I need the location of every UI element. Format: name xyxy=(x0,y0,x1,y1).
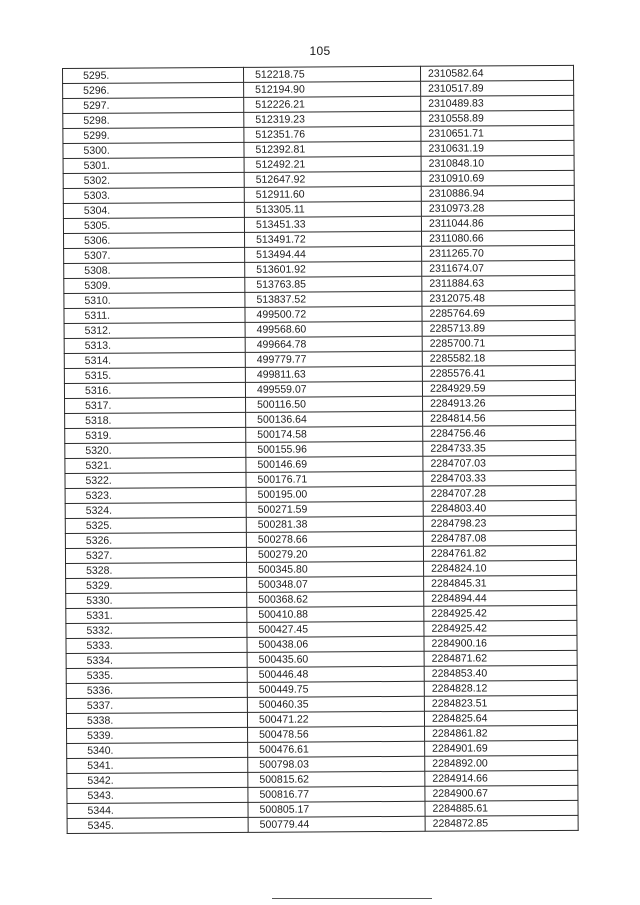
easting-cell: 512319.23 xyxy=(244,111,421,127)
easting-cell: 500279.20 xyxy=(246,546,423,562)
serial-number-cell: 5319. xyxy=(65,427,246,443)
easting-cell: 513763.85 xyxy=(245,276,422,292)
easting-cell: 513491.72 xyxy=(245,231,422,247)
serial-number-cell: 5301. xyxy=(63,157,244,173)
serial-number-cell: 5340. xyxy=(67,742,248,758)
page-number: 105 xyxy=(309,44,331,58)
northing-cell: 2284756.46 xyxy=(423,425,576,441)
northing-cell: 2284825.64 xyxy=(424,710,577,726)
easting-cell: 500348.07 xyxy=(247,576,424,592)
easting-cell: 500271.59 xyxy=(246,501,423,517)
easting-cell: 500449.75 xyxy=(247,681,424,697)
northing-cell: 2284913.26 xyxy=(423,395,576,411)
easting-cell: 513451.33 xyxy=(244,216,421,232)
easting-cell: 500116.50 xyxy=(246,396,423,412)
serial-number-cell: 5324. xyxy=(65,502,246,518)
serial-number-cell: 5308. xyxy=(64,262,245,278)
coordinates-table-container xyxy=(62,65,579,834)
serial-number-cell: 5329. xyxy=(66,577,247,593)
easting-cell: 512492.21 xyxy=(244,156,421,172)
easting-cell: 500136.64 xyxy=(246,411,423,427)
northing-cell: 2310910.69 xyxy=(421,170,574,186)
serial-number-cell: 5332. xyxy=(66,622,247,638)
serial-number-cell: 5305. xyxy=(63,217,244,233)
serial-number-cell: 5342. xyxy=(67,772,248,788)
easting-cell: 500779.44 xyxy=(248,816,425,832)
northing-cell: 2284925.42 xyxy=(424,605,577,621)
easting-cell: 512194.90 xyxy=(244,81,421,97)
serial-number-cell: 5344. xyxy=(67,802,248,818)
serial-number-cell: 5310. xyxy=(64,292,245,308)
easting-cell: 513494.44 xyxy=(245,246,422,262)
serial-number-cell: 5328. xyxy=(66,562,247,578)
easting-cell: 513305.11 xyxy=(244,201,421,217)
serial-number-cell: 5335. xyxy=(66,667,247,683)
serial-number-cell: 5299. xyxy=(63,127,244,143)
easting-cell: 500438.06 xyxy=(247,636,424,652)
easting-cell: 513837.52 xyxy=(245,291,422,307)
serial-number-cell: 5323. xyxy=(65,487,246,503)
northing-cell: 2284798.23 xyxy=(423,515,576,531)
northing-cell: 2285764.69 xyxy=(422,305,575,321)
northing-cell: 2284761.82 xyxy=(423,545,576,561)
northing-cell: 2284823.51 xyxy=(424,695,577,711)
northing-cell: 2311884.63 xyxy=(422,275,575,291)
serial-number-cell: 5309. xyxy=(64,277,245,293)
northing-cell: 2311080.66 xyxy=(422,230,575,246)
easting-cell: 499500.72 xyxy=(245,306,422,322)
easting-cell: 500816.77 xyxy=(248,786,425,802)
northing-cell: 2285576.41 xyxy=(422,365,575,381)
easting-cell: 512351.76 xyxy=(244,126,421,142)
northing-cell: 2284900.67 xyxy=(425,785,578,801)
northing-cell: 2310582.64 xyxy=(420,65,573,81)
northing-cell: 2284861.82 xyxy=(425,725,578,741)
serial-number-cell: 5312. xyxy=(64,322,245,338)
footer-rule xyxy=(272,898,432,899)
northing-cell: 2284894.44 xyxy=(424,590,577,606)
easting-cell: 500446.48 xyxy=(247,666,424,682)
northing-cell: 2310886.94 xyxy=(421,185,574,201)
serial-number-cell: 5343. xyxy=(67,787,248,803)
serial-number-cell: 5311. xyxy=(64,307,245,323)
northing-cell: 2310848.10 xyxy=(421,155,574,171)
serial-number-cell: 5339. xyxy=(67,727,248,743)
easting-cell: 500281.38 xyxy=(246,516,423,532)
serial-number-cell: 5330. xyxy=(66,592,247,608)
serial-number-cell: 5317. xyxy=(65,397,246,413)
northing-cell: 2310489.83 xyxy=(421,95,574,111)
serial-number-cell: 5314. xyxy=(64,352,245,368)
easting-cell: 512218.75 xyxy=(243,66,420,82)
easting-cell: 512647.92 xyxy=(244,171,421,187)
easting-cell: 500478.56 xyxy=(248,726,425,742)
serial-number-cell: 5321. xyxy=(65,457,246,473)
northing-cell: 2312075.48 xyxy=(422,290,575,306)
northing-cell: 2310651.71 xyxy=(421,125,574,141)
northing-cell: 2284853.40 xyxy=(424,665,577,681)
northing-cell: 2284914.66 xyxy=(425,770,578,786)
easting-cell: 500368.62 xyxy=(247,591,424,607)
serial-number-cell: 5300. xyxy=(63,142,244,158)
easting-cell: 500460.35 xyxy=(247,696,424,712)
serial-number-cell: 5341. xyxy=(67,757,248,773)
easting-cell: 499568.60 xyxy=(245,321,422,337)
easting-cell: 500176.71 xyxy=(246,471,423,487)
coordinates-table xyxy=(62,65,579,834)
serial-number-cell: 5336. xyxy=(66,682,247,698)
northing-cell: 2284872.85 xyxy=(425,815,578,831)
serial-number-cell: 5326. xyxy=(65,532,246,548)
northing-cell: 2310631.19 xyxy=(421,140,574,156)
serial-number-cell: 5304. xyxy=(63,202,244,218)
easting-cell: 500410.88 xyxy=(247,606,424,622)
serial-number-cell: 5338. xyxy=(66,712,247,728)
northing-cell: 2285700.71 xyxy=(422,335,575,351)
northing-cell: 2284929.59 xyxy=(422,380,575,396)
northing-cell: 2311265.70 xyxy=(422,245,575,261)
easting-cell: 500427.45 xyxy=(247,621,424,637)
serial-number-cell: 5306. xyxy=(64,232,245,248)
northing-cell: 2284845.31 xyxy=(424,575,577,591)
easting-cell: 500805.17 xyxy=(248,801,425,817)
northing-cell: 2311674.07 xyxy=(422,260,575,276)
northing-cell: 2310558.89 xyxy=(421,110,574,126)
northing-cell: 2284900.16 xyxy=(424,635,577,651)
easting-cell: 499664.78 xyxy=(245,336,422,352)
serial-number-cell: 5295. xyxy=(63,67,244,83)
northing-cell: 2310517.89 xyxy=(421,80,574,96)
northing-cell: 2284707.28 xyxy=(423,485,576,501)
serial-number-cell: 5327. xyxy=(65,547,246,563)
easting-cell: 499779.77 xyxy=(245,351,422,367)
northing-cell: 2284707.03 xyxy=(423,455,576,471)
northing-cell: 2284803.40 xyxy=(423,500,576,516)
serial-number-cell: 5331. xyxy=(66,607,247,623)
northing-cell: 2284703.33 xyxy=(423,470,576,486)
table-row xyxy=(67,815,578,833)
serial-number-cell: 5345. xyxy=(67,817,248,833)
easting-cell: 512226.21 xyxy=(244,96,421,112)
serial-number-cell: 5297. xyxy=(63,97,244,113)
northing-cell: 2284814.56 xyxy=(423,410,576,426)
northing-cell: 2284871.62 xyxy=(424,650,577,666)
easting-cell: 499559.07 xyxy=(245,381,422,397)
easting-cell: 512911.60 xyxy=(244,186,421,202)
serial-number-cell: 5298. xyxy=(63,112,244,128)
easting-cell: 513601.92 xyxy=(245,261,422,277)
easting-cell: 500155.96 xyxy=(246,441,423,457)
northing-cell: 2284787.08 xyxy=(423,530,576,546)
serial-number-cell: 5334. xyxy=(66,652,247,668)
northing-cell: 2284885.61 xyxy=(425,800,578,816)
northing-cell: 2285713.89 xyxy=(422,320,575,336)
easting-cell: 500174.58 xyxy=(246,426,423,442)
easting-cell: 500476.61 xyxy=(248,741,425,757)
northing-cell: 2284733.35 xyxy=(423,440,576,456)
serial-number-cell: 5315. xyxy=(64,367,245,383)
northing-cell: 2284892.00 xyxy=(425,755,578,771)
serial-number-cell: 5302. xyxy=(63,172,244,188)
serial-number-cell: 5318. xyxy=(65,412,246,428)
easting-cell: 500146.69 xyxy=(246,456,423,472)
easting-cell: 499811.63 xyxy=(245,366,422,382)
easting-cell: 500345.80 xyxy=(247,561,424,577)
serial-number-cell: 5325. xyxy=(65,517,246,533)
serial-number-cell: 5322. xyxy=(65,472,246,488)
serial-number-cell: 5337. xyxy=(66,697,247,713)
northing-cell: 2311044.86 xyxy=(421,215,574,231)
serial-number-cell: 5307. xyxy=(64,247,245,263)
easting-cell: 500435.60 xyxy=(247,651,424,667)
easting-cell: 500815.62 xyxy=(248,771,425,787)
northing-cell: 2310973.28 xyxy=(421,200,574,216)
easting-cell: 500278.66 xyxy=(246,531,423,547)
northing-cell: 2285582.18 xyxy=(422,350,575,366)
easting-cell: 500798.03 xyxy=(248,756,425,772)
northing-cell: 2284824.10 xyxy=(424,560,577,576)
serial-number-cell: 5313. xyxy=(64,337,245,353)
table-body xyxy=(63,65,579,833)
serial-number-cell: 5296. xyxy=(63,82,244,98)
northing-cell: 2284828.12 xyxy=(424,680,577,696)
easting-cell: 500471.22 xyxy=(247,711,424,727)
easting-cell: 500195.00 xyxy=(246,486,423,502)
serial-number-cell: 5320. xyxy=(65,442,246,458)
serial-number-cell: 5316. xyxy=(64,382,245,398)
northing-cell: 2284925.42 xyxy=(424,620,577,636)
serial-number-cell: 5333. xyxy=(66,637,247,653)
northing-cell: 2284901.69 xyxy=(425,740,578,756)
easting-cell: 512392.81 xyxy=(244,141,421,157)
serial-number-cell: 5303. xyxy=(63,187,244,203)
